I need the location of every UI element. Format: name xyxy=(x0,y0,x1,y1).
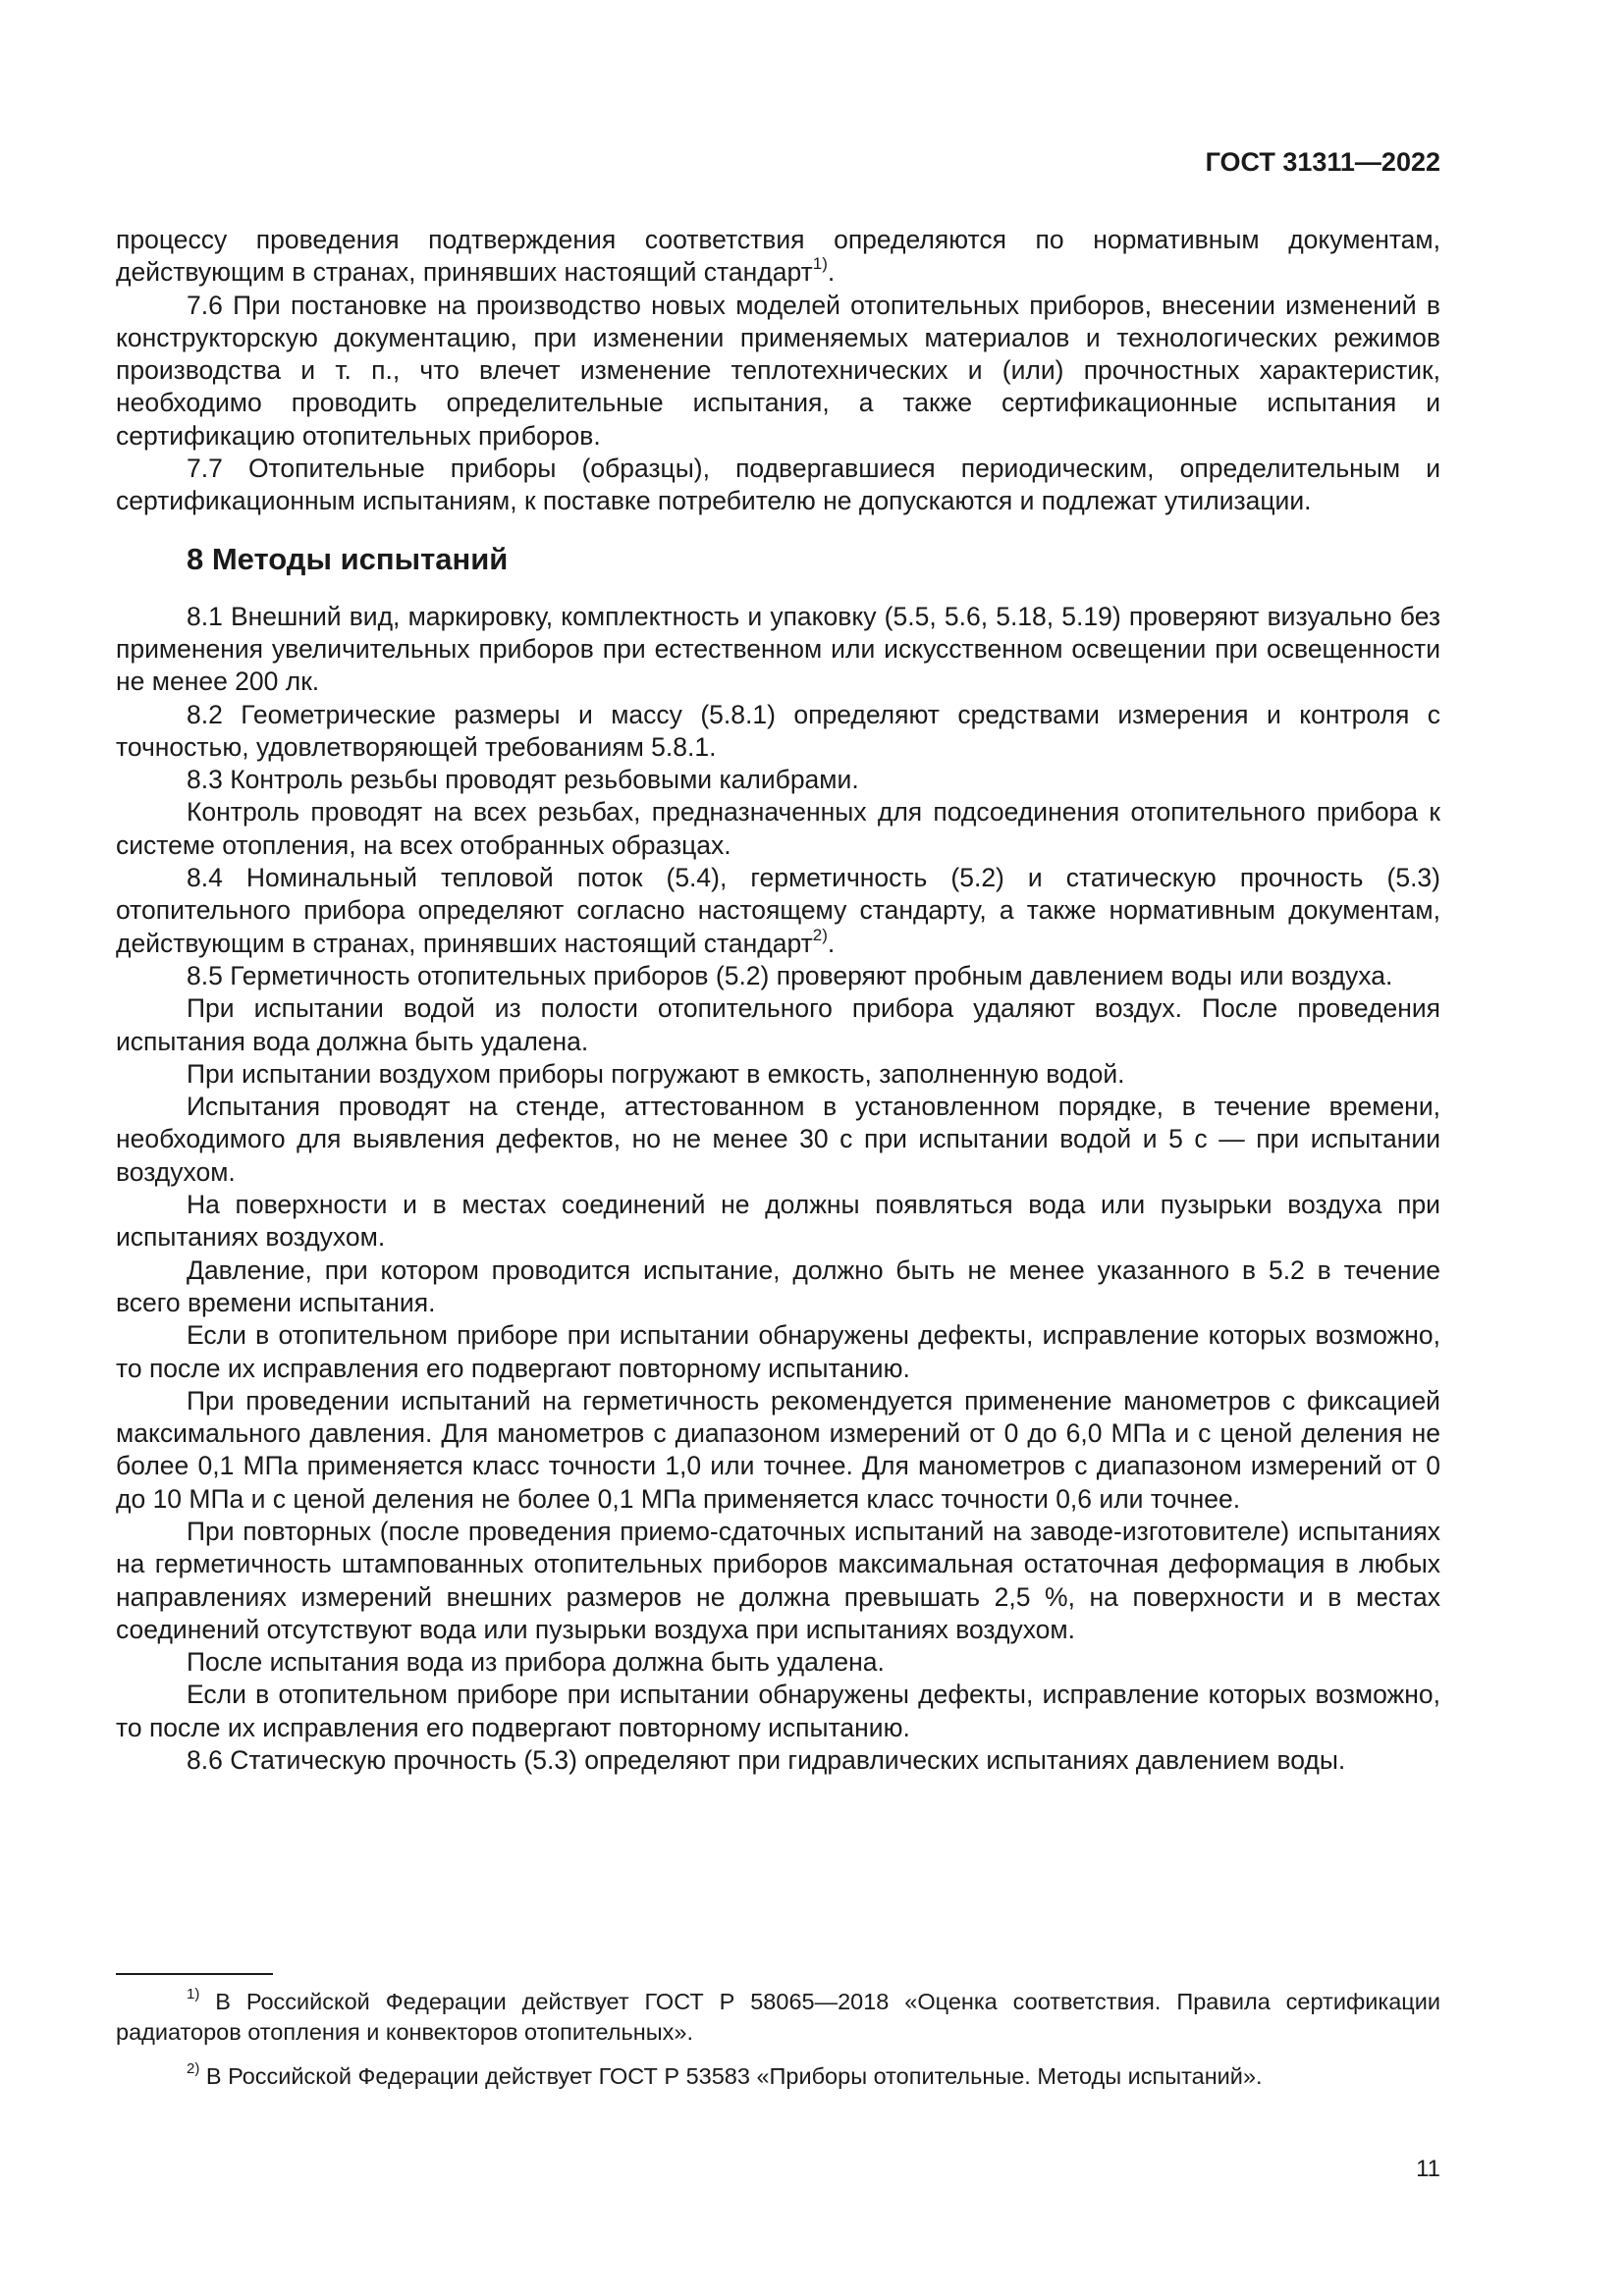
standard-code-header: ГОСТ 31311—2022 xyxy=(1205,147,1440,177)
paragraph-text: процессу проведения подтверждения соответствия определяются по нормативным документам, действующим в странах, принявших настоящий стандарт xyxy=(116,225,1440,288)
paragraph-end: . xyxy=(827,257,836,288)
footnote-mark-1: 1) xyxy=(187,1986,200,2003)
page-number: 11 xyxy=(1416,2156,1440,2182)
paragraph-text: 8.4 Номинальный тепловой поток (5.4), герметичность (5.2) и статическую прочность (5.3) отопительного прибора определяют согласно настоящему стандарту, а также нормативным документам, действующим в странах, принявших настоящий стандарт xyxy=(116,863,1440,958)
footnote-1 xyxy=(116,1987,1440,2048)
paragraph-7-7: 7.7 Отопительные приборы (образцы), подвергавшиеся периодическим, определительным и сертификационным испытаниям, к поставке потребителю не допускаются и подлежат утилизации. xyxy=(116,454,1440,516)
paragraph: При повторных (после проведения приемо-сдаточных испытаний на заводе-изготовителе) испытаниях на герметичность штампованных отопительных приборов максимальная остаточная деформация в любых направлениях измерений внешних размеров не должна превышать 2,5 %, на поверхности и в местах соединений отсутствуют вода или пузырьки воздуха при испытаниях воздухом. xyxy=(116,1516,1440,1644)
paragraph: Контроль проводят на всех резьбах, предназначенных для подсоединения отопительного прибора к системе отопления, на всех отобранных образцах. xyxy=(116,797,1440,860)
paragraph-8-2: 8.2 Геометрические размеры и массу (5.8.1) определяют средствами измерения и контроля с точностью, удовлетворяющей требованиям 5.8.1. xyxy=(116,699,1440,762)
section-heading: 8 Методы испытаний xyxy=(187,541,509,576)
paragraph-8-4 xyxy=(116,862,1440,960)
footnote-text: В Российской Федерации действует ГОСТ Р 58065—2018 «Оценка соответствия. Правила сертификации радиаторов отопления и конвекторов отопительных». xyxy=(116,1989,1440,2045)
paragraph: После испытания вода из прибора должна быть удалена. xyxy=(187,1647,885,1678)
footnote-ref-1[interactable]: 1) xyxy=(812,254,828,274)
paragraph: Если в отопительном приборе при испытании обнаружены дефекты, исправление которых возможно, то после их исправления его подвергают повторному испытанию. xyxy=(116,1320,1440,1383)
paragraph: Если в отопительном приборе при испытании обнаружены дефекты, исправление которых возможно, то после их исправления его подвергают повторному испытанию. xyxy=(116,1680,1440,1742)
paragraph-7-6: 7.6 При постановке на производство новых моделей отопительных приборов, внесении изменений в конструкторскую документацию, при изменении применяемых материалов и технологических режимов производства и т. п., что влечет изменение теплотехнических и (или) прочностных характеристик, необходимо проводить определительные испытания, а также сертификационные испытания и сертификацию отопительных приборов. xyxy=(116,290,1440,451)
paragraph: Давление, при котором проводится испытание, должно быть не менее указанного в 5.2 в течение всего времени испытания. xyxy=(116,1255,1440,1317)
paragraph: При испытании воздухом приборы погружают в емкость, заполненную водой. xyxy=(187,1058,1125,1089)
paragraph-8-5: 8.5 Герметичность отопительных приборов (5.2) проверяют пробным давлением воды или воздуха. xyxy=(187,960,1393,990)
paragraph-end: . xyxy=(827,928,836,958)
footnote-ref-2[interactable]: 2) xyxy=(812,925,828,944)
paragraph-8-3: 8.3 Контроль резьбы проводят резьбовыми калибрами. xyxy=(187,765,859,795)
paragraph-8-6: 8.6 Статическую прочность (5.3) определяют при гидравлических испытаниях давлением воды. xyxy=(187,1745,1346,1776)
footnote-text: В Российской Федерации действует ГОСТ Р 53583 «Приборы отопительные. Методы испытаний». xyxy=(199,2063,1263,2089)
paragraph: При проведении испытаний на герметичность рекомендуется применение манометров с фиксацией максимального давления. Для манометров с диапазоном измерений от 0 до 6,0 МПа и с ценой деления не более 0,1 МПа применяется класс точности 1,0 или точнее. Для манометров с диапазоном измерений от 0 до 10 МПа и с ценой деления не более 0,1 МПа применяется класс точности 0,6 или точнее. xyxy=(116,1385,1440,1514)
footnotes xyxy=(116,1973,1440,2106)
footnote-mark-2: 2) xyxy=(187,2060,200,2078)
paragraph-continuation xyxy=(116,224,1440,290)
document-body xyxy=(116,224,1440,1777)
paragraph: Испытания проводят на стенде, аттестованном в установленном порядке, в течение времени, необходимого для выявления дефектов, но не менее 30 с при испытании водой и 5 с — при испытании воздухом. xyxy=(116,1092,1440,1187)
paragraph: На поверхности и в местах соединений не должны появляться вода или пузырьки воздуха при испытаниях воздухом. xyxy=(116,1190,1440,1253)
paragraph-8-1: 8.1 Внешний вид, маркировку, комплектность и упаковку (5.5, 5.6, 5.18, 5.19) проверяют визуально без применения увеличительных приборов при естественном или искусственном освещении при освещенности не менее 200 лк. xyxy=(116,601,1440,697)
footnote-divider xyxy=(116,1973,273,1975)
paragraph: При испытании водой из полости отопительного прибора удаляют воздух. После проведения испытания вода должна быть удалена. xyxy=(116,993,1440,1056)
footnote-2 xyxy=(116,2061,1440,2092)
